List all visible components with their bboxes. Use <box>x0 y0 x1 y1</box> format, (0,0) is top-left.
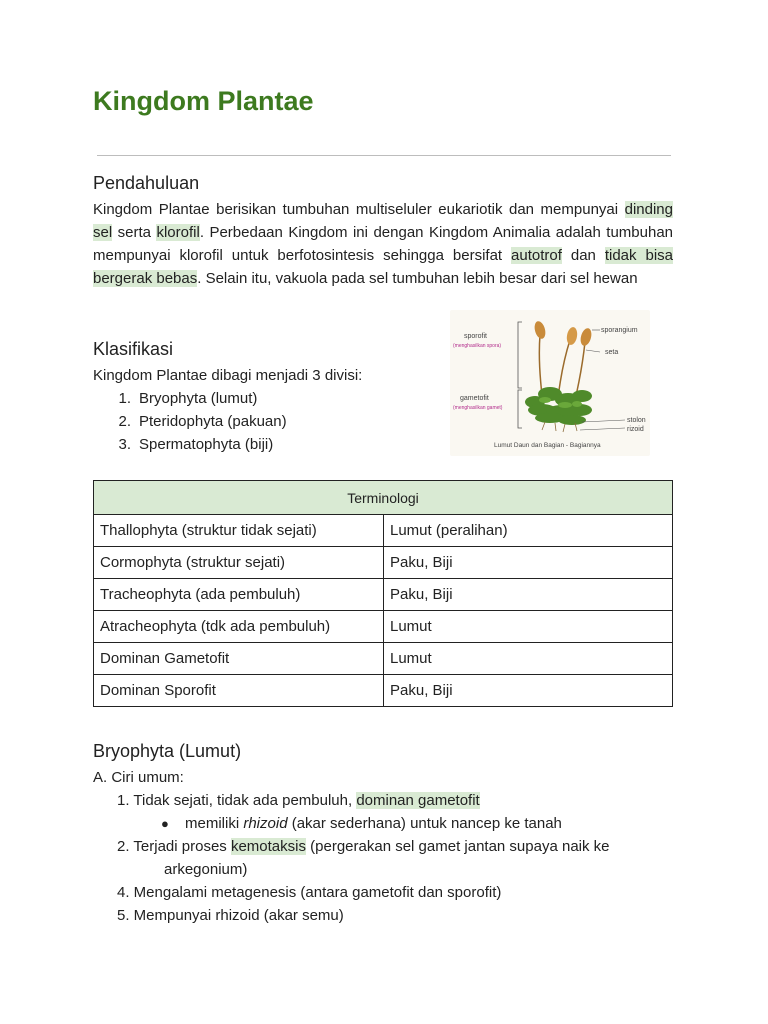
list-text: 2. Terjadi proses <box>117 838 231 855</box>
list-item: 4. Mengalami metagenesis (antara gametofit dan sporofit) <box>117 884 502 901</box>
page-title: Kingdom Plantae <box>93 86 314 116</box>
divisi-list <box>93 387 287 456</box>
section-heading-klasifikasi: Klasifikasi <box>93 339 174 359</box>
moss-diagram-figure <box>450 310 650 456</box>
label-sporofit-sub: (menghasilkan spora) <box>453 343 502 349</box>
label-sporofit: sporofit <box>464 333 487 340</box>
list-item <box>93 410 287 433</box>
table-cell-term: Dominan Gametofit <box>94 643 384 675</box>
table-header-row <box>94 481 673 515</box>
list-text: 1. Tidak sejati, tidak ada pembuluh, <box>117 792 357 809</box>
intro-text: dan <box>561 247 605 264</box>
highlight-kemotaksis: kemotaksis <box>230 838 306 855</box>
bullet-icon: ● <box>161 816 169 831</box>
table-cell-term: Thallophyta (struktur tidak sejati) <box>94 515 384 547</box>
list-text: Spermatophyta (biji) <box>139 436 274 453</box>
italic-rhizoid: rhizoid <box>243 815 288 832</box>
list-item <box>93 387 287 410</box>
label-seta: seta <box>605 349 619 356</box>
table-cell-example: Lumut (peralihan) <box>384 515 673 547</box>
bryophyta-list <box>93 766 610 927</box>
list-item <box>93 433 287 456</box>
intro-paragraph <box>93 198 673 290</box>
list-item: 5. Mempunyai rhizoid (akar semu) <box>117 907 344 924</box>
list-text: memiliki <box>185 815 244 832</box>
figure-caption: Lumut Daun dan Bagian - Bagiannya <box>494 442 601 449</box>
table-cell-term: Cormophyta (struktur sejati) <box>94 547 384 579</box>
highlight-tidak-bisa-bergerak: tidak bisa bergerak bebas <box>93 247 673 287</box>
ciri-umum-label: A. Ciri umum: <box>93 769 184 786</box>
table-row <box>94 643 673 675</box>
table-cell-example: Paku, Biji <box>384 547 673 579</box>
table-row <box>94 515 673 547</box>
intro-text: Kingdom Plantae berisikan tumbuhan multiseluler eukariotik dan mempunyai <box>93 201 625 218</box>
table-row <box>94 547 673 579</box>
table-row <box>94 675 673 707</box>
intro-text: serta <box>112 224 157 241</box>
table-cell-example: Lumut <box>384 643 673 675</box>
bullet-item <box>93 812 610 835</box>
intro-text: . Perbedaan Kingdom ini dengan Kingdom Animalia adalah tumbuhan mempunyai klorofil untuk berfotosintesis sehingga bersifat <box>93 224 674 264</box>
list-number: 1. <box>118 390 131 407</box>
list-text: (akar sederhana) untuk nancep ke tanah <box>287 815 562 832</box>
table-header: Terminologi <box>94 481 673 515</box>
table-row <box>94 611 673 643</box>
label-gametofit-sub: (menghasilkan gamet) <box>453 405 503 411</box>
terminologi-table <box>93 480 673 707</box>
table-cell-example: Paku, Biji <box>384 579 673 611</box>
list-text: (pergerakan sel gamet jantan supaya naik ke <box>305 838 610 855</box>
list-text: Bryophyta (lumut) <box>139 390 258 407</box>
label-gametofit: gametofit <box>460 395 489 402</box>
table-cell-term: Tracheophyta (ada pembuluh) <box>94 579 384 611</box>
highlight-klorofil: klorofil <box>156 224 200 241</box>
label-stolon: stolon <box>627 417 646 424</box>
table-cell-term: Atracheophyta (tdk ada pembuluh) <box>94 611 384 643</box>
section-heading-pendahuluan: Pendahuluan <box>93 173 200 193</box>
highlight-autotrof: autotrof <box>511 247 562 264</box>
moss-illustration <box>450 310 650 456</box>
list-number: 3. <box>118 436 131 453</box>
table-cell-example: Paku, Biji <box>384 675 673 707</box>
table-cell-example: Lumut <box>384 611 673 643</box>
highlight-dinding-sel: dinding sel <box>93 201 673 241</box>
label-rizoid: rizoid <box>627 426 644 433</box>
horizontal-divider <box>97 155 671 156</box>
list-item <box>93 789 610 812</box>
table-cell-term: Dominan Sporofit <box>94 675 384 707</box>
table-row <box>94 579 673 611</box>
klasifikasi-intro: Kingdom Plantae dibagi menjadi 3 divisi: <box>93 367 363 384</box>
section-heading-bryophyta: Bryophyta (Lumut) <box>93 741 242 761</box>
intro-text: . Selain itu, vakuola pada sel tumbuhan lebih besar dari sel hewan <box>197 270 638 287</box>
list-text: Pteridophyta (pakuan) <box>139 413 287 430</box>
highlight-dominan-gametofit: dominan gametofit <box>356 792 480 809</box>
list-number: 2. <box>118 413 131 430</box>
list-item-continuation: arkegonium) <box>164 861 248 878</box>
label-sporangium: sporangium <box>601 327 638 334</box>
list-item <box>93 835 610 858</box>
